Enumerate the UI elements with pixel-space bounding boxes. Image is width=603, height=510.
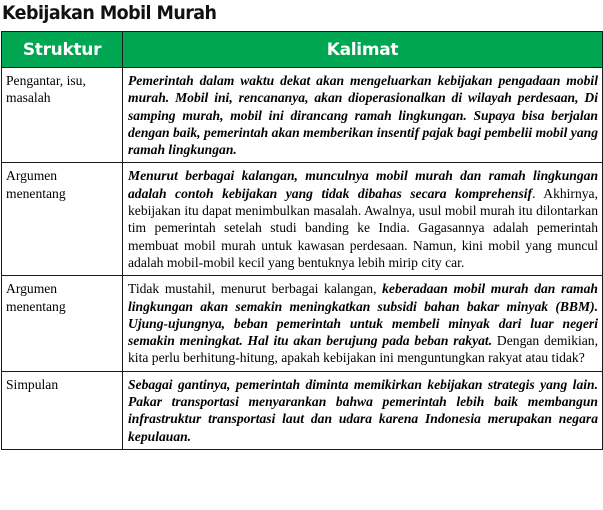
document-title: Kebijakan Mobil Murah: [2, 2, 217, 24]
text-segment: Pemerintah dalam waktu dekat akan mengeluarkan kebijakan pengadaan mobil murah. Mobil ini, rencananya, akan dioperasionalkan di wilayah perdesaan, Di samping murah, mobil ini dirancang ramah lingkungan. Supaya bisa berjalan dengan baik, pemerintah akan memberikan insentif pajak bagi pembelii mobil yang ramah lingkungan.: [128, 73, 598, 158]
text-segment: Dengan demikian, kita perlu berhitung-hitung, apakah kebijakan ini menguntungkan rakyat atau tidak?: [128, 333, 599, 366]
row-text-pengantar: [123, 68, 603, 163]
header-struktur: Struktur: [2, 32, 123, 68]
table-row: [2, 68, 603, 163]
header-kalimat: Kalimat: [123, 32, 603, 68]
structure-table: [1, 31, 603, 450]
text-segment: Menurut berbagai kalangan, munculnya mobil murah dan ramah lingkungan adalah contoh kebijakan yang tidak dibahas secara komprehensif: [128, 168, 598, 201]
text-segment: Sebagai gantinya, pemerintah diminta memikirkan kebijakan strategis yang lain. Pakar transportasi menyarankan bahwa pemerintah lebih baik membangun infrastruktur transportasi laut dan udara karena Indonesia merupakan negara kepulauan.: [128, 376, 598, 444]
table-row: [2, 371, 603, 449]
row-text-argumen-2: [123, 276, 603, 371]
table-row: [2, 163, 603, 276]
row-label-argumen-1: Argumen menentang: [2, 163, 123, 276]
text-segment: keberadaan mobil murah dan ramah lingkungan akan semakin meningkatkan subsidi bahan bakar minyak (BBM). Ujung-ujungnya, beban pemerintah untuk membeli minyak dari luar negeri semakin meningkat. Hal itu akan berujung pada beban rakyat.: [128, 281, 598, 349]
text-segment: Tidak mustahil, menurut berbagai kalangan,: [128, 281, 383, 297]
table-row: [2, 276, 603, 371]
text-segment: . Akhirnya, kebijakan itu dapat menimbulkan masalah. Awalnya, usul mobil murah itu dilontarkan tim pemerintah setelah studi banding ke India. Gagasannya adalah pemerintah membuat mobil murah untuk kawasan perdesaan. Namun, kini mobil yang muncul adalah mobil-mobil kecil yang bentuknya lebih mirip city car.: [128, 185, 598, 270]
table-header-row: [2, 32, 603, 68]
row-text-argumen-1: [123, 163, 603, 276]
row-text-simpulan: [123, 371, 603, 449]
row-label-pengantar: Pengantar, isu, masalah: [2, 68, 123, 163]
row-label-simpulan: Simpulan: [2, 371, 123, 449]
row-label-argumen-2: Argumen menentang: [2, 276, 123, 371]
